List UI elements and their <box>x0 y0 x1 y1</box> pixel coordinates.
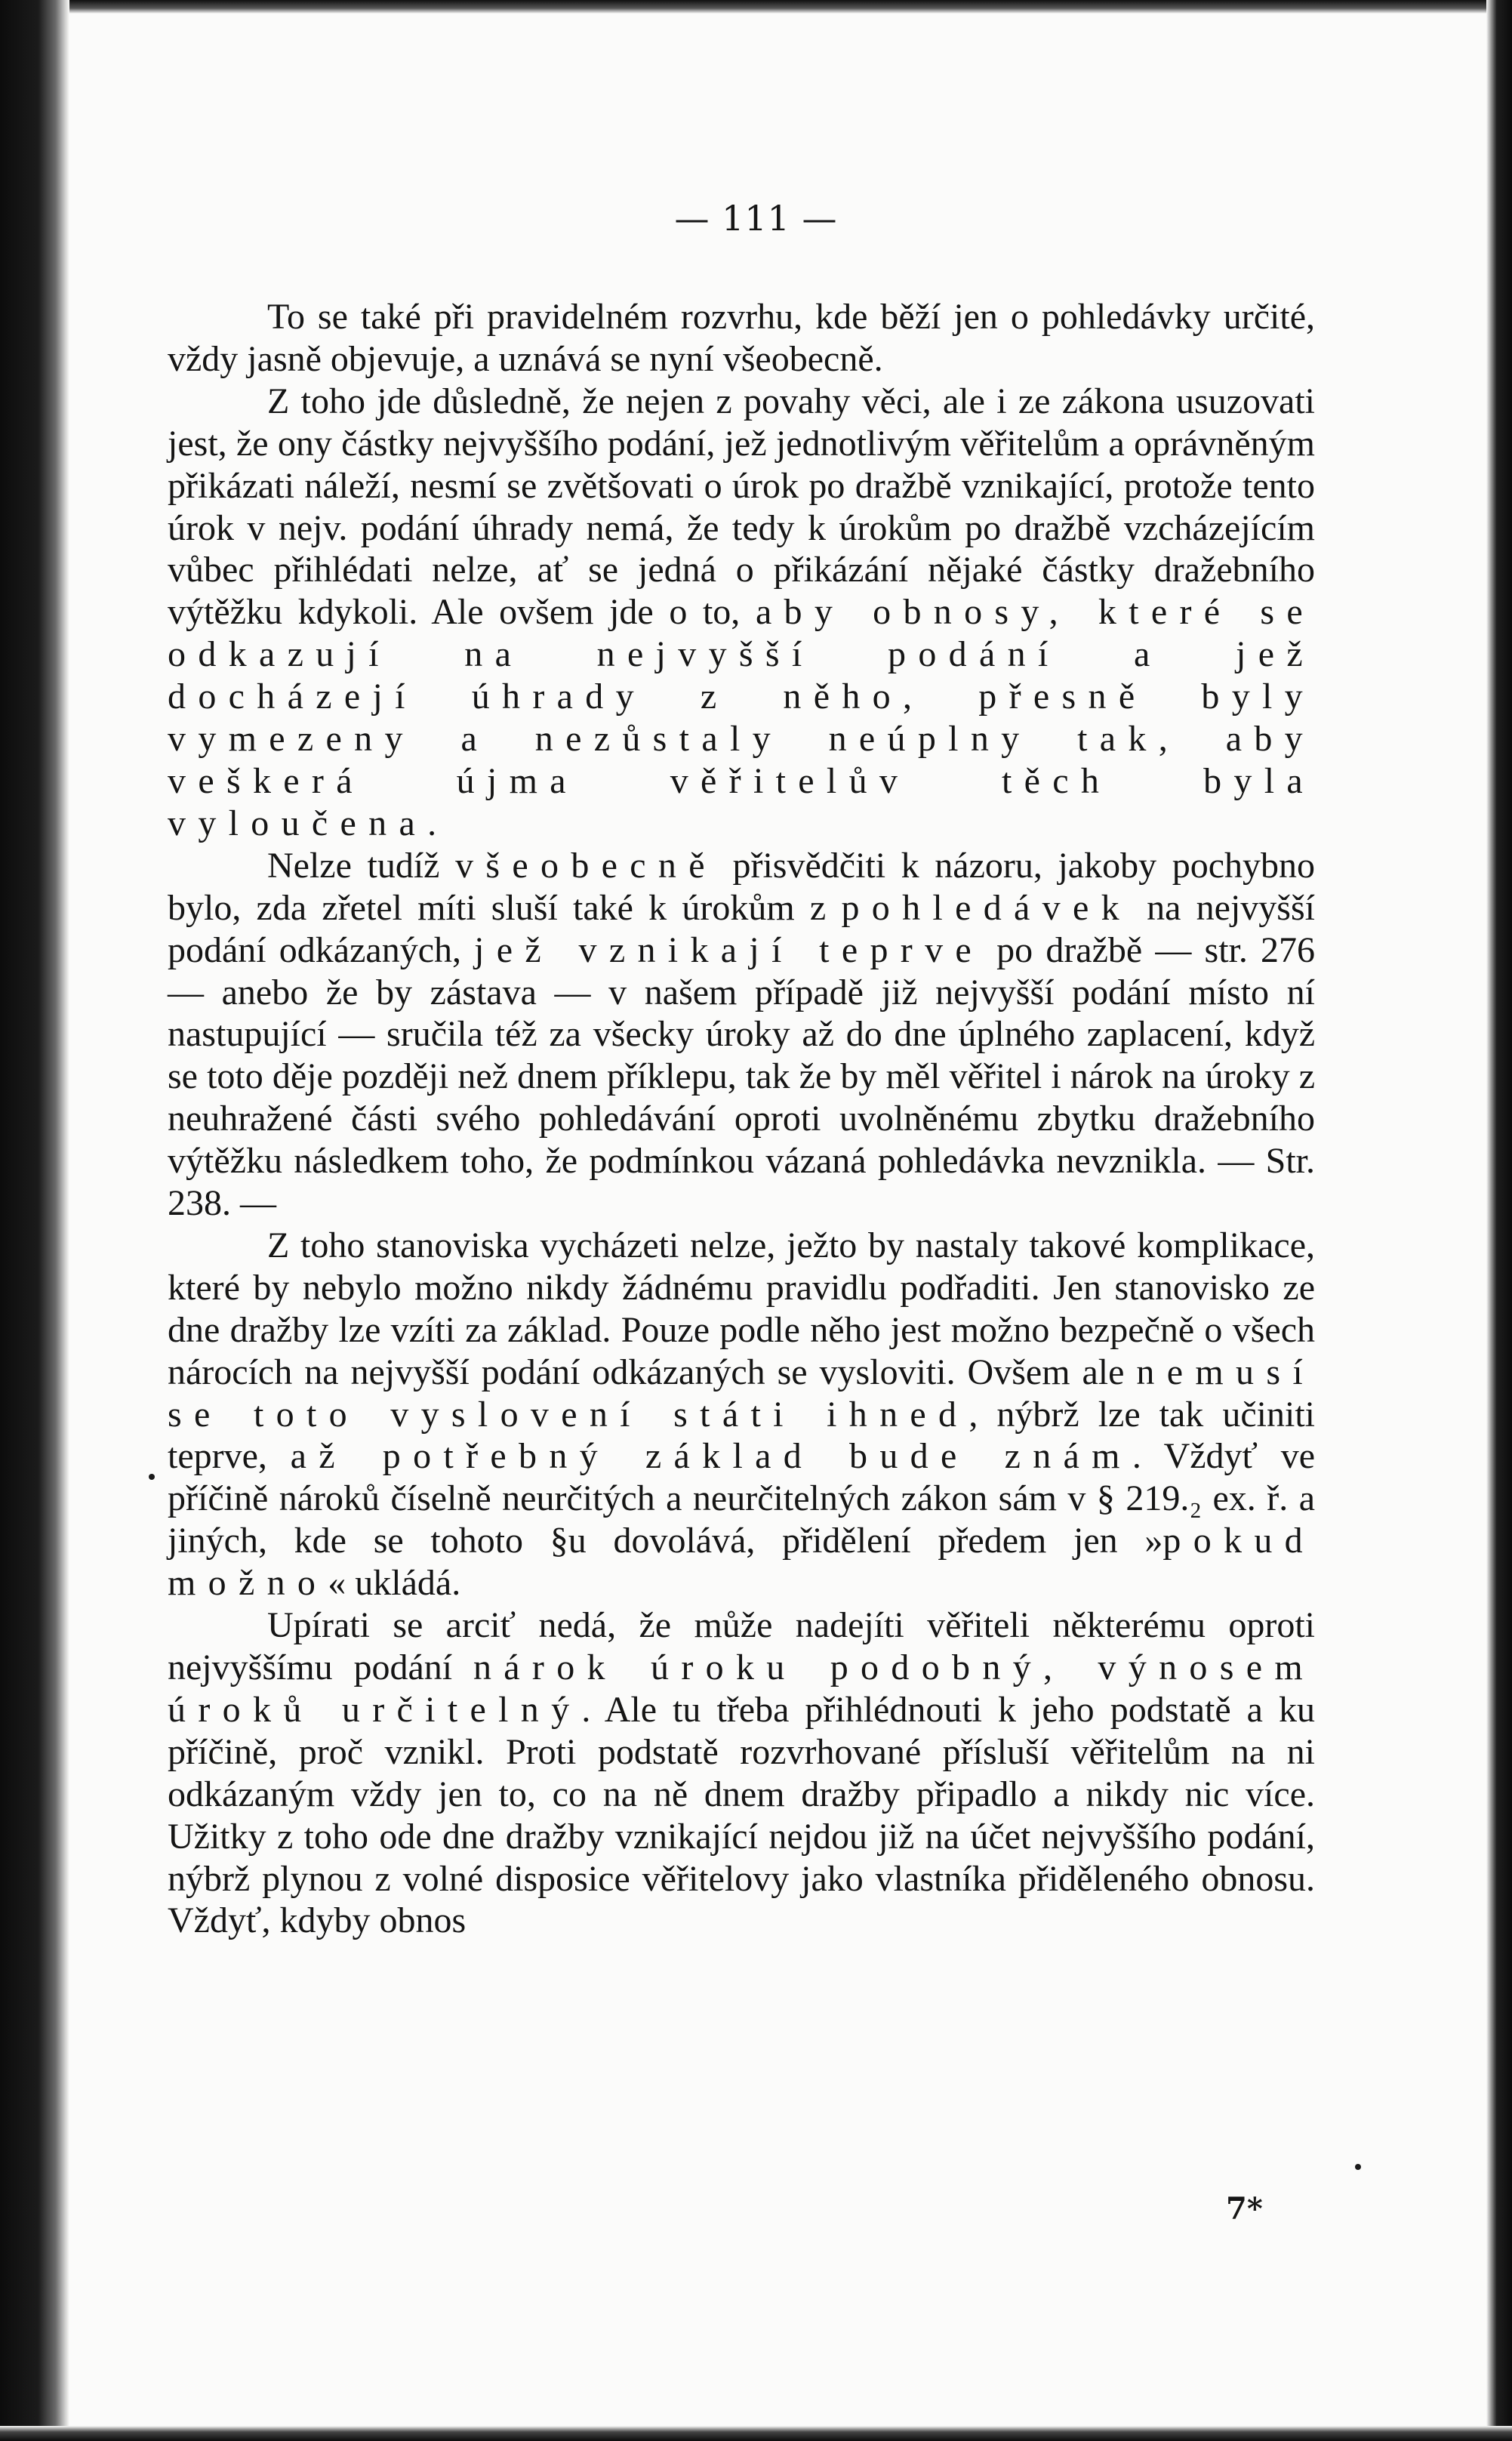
scan-top-edge <box>0 0 1512 14</box>
emphasized-text: aby obnosy, které se odkazují na nejvyšší podání a jež docházejí úhrady z něho, přesně byly vymezeny a nezůstaly neúplny tak, aby veškerá újma věřitelův těch byla vyloučena <box>168 592 1315 843</box>
paragraph <box>168 296 1315 381</box>
body-text <box>168 296 1315 1942</box>
paragraph <box>168 1225 1315 1604</box>
scan-bottom-edge <box>0 2426 1512 2441</box>
paragraph <box>168 381 1315 845</box>
text-run: Upírati se arciť nedá, že může nadejíti věřiteli některému oproti nejvyššímu podání <box>168 1605 1315 1687</box>
text-run: po dražbě — str. 276 — anebo že by zástava — v našem případě již nejvyšší podání místo ní nastupující — sručila též za všecky úroky až do dne úplného zaplacení, když se toto děje později než dnem příklepu, tak že by měl věřitel i nárok na úroky z neuhražené části svého pohledávání oproti uvolněnému zbytku dražebního výtěžku následkem toho, že podmínkou vázaná pohledávka nevznikla. — Str. 238. — <box>168 929 1316 1224</box>
page-number: — 111 — <box>674 198 838 239</box>
text-run: . <box>427 803 437 843</box>
text-run: Z toho stanoviska vycházeti nelze, ježto by nastaly takové komplikace, které by nebylo možno nikdy žádnému pravidlu podřaditi. Jen stanovisko ze dne dražby lze vzíti za základ. Pouze podle něho jest možno bezpečně o všech nárocích na nejvyšší podání odkázaných se vysloviti. Ovšem ale <box>168 1225 1315 1392</box>
text-run: Z toho jde důsledně, že nejen z povahy věci, ale i ze zákona usuzovati jest, že ony částky nejvyššího podání, jež jednotlivým věřitelům a oprávněným přikázati náleží, nesmí se zvětšovati o úrok po dražbě vznikající, protože tento úrok v nejv. podání úhrady nemá, že tedy k úrokům po dražbě vzcházejícím vůbec přihlédati nelze, ať se jedná o přikázání nějaké částky dražebního výtěžku kdykoli. Ale ovšem jde o to, <box>168 381 1315 633</box>
text-run: přisvědčiti k názoru, jakoby pochybno bylo, zda zřetel míti sluší také k úrokům z <box>168 845 1316 928</box>
text-run: To se také při pravidelném rozvrhu, kde běží jen o pohledávky určité, vždy jasně objevuje, a uznává se nyní všeobecně. <box>168 297 1315 379</box>
emphasized-text: pohledávek <box>841 887 1132 928</box>
text-run: « ukládá. <box>328 1563 461 1604</box>
paragraph <box>168 1604 1315 1942</box>
signature-mark: 7* <box>1226 2191 1263 2227</box>
text-run: . Ale tu třeba přihlédnouti k jeho podstatě a ku příčině, proč vznikl. Proti podstatě rozvrhované přísluší věřitelům na ni odkázaným vždy jen to, co na ně dnem dražby připadlo a nikdy nic více. Užitky z toho ode dne dražby vznikající nejdou již na účet nejvyššího podání, nýbrž plynou z volné disposice věřitelovy jako vlastníka přiděleného obnosu. Vždyť, kdyby obnos <box>168 1689 1315 1941</box>
text-run: . Vždyť ve příčině nároků číselně neurčitých a neurčitelných zákon sám v § 219.₂ ex. ř. a jiných, kde se tohoto §u dovolává, přidělení předem jen » <box>168 1436 1315 1561</box>
margin-dot <box>1355 2164 1361 2170</box>
text-run: na nejvyšší podání odkázaných, <box>168 887 1316 970</box>
emphasized-text: pokud možno <box>168 1521 1315 1604</box>
scan-right-edge <box>1486 0 1512 2441</box>
emphasized-text: až potřebný základ bude znám <box>290 1436 1132 1477</box>
text-run: , nýbrž lze tak učiniti teprve, <box>168 1394 1315 1477</box>
emphasized-text: nárok úroku podobný, výnosem úroků určitelný <box>168 1647 1315 1730</box>
paragraph <box>168 845 1315 1225</box>
emphasized-text: všeobecně <box>455 845 717 886</box>
text-run: Nelze tudíž <box>267 845 456 886</box>
scan-left-edge <box>0 0 69 2441</box>
emphasized-text: jež vznikají teprve <box>474 929 984 970</box>
emphasized-text: nemusí se toto vyslovení státi ihned <box>168 1351 1315 1435</box>
margin-dot <box>149 1474 155 1480</box>
